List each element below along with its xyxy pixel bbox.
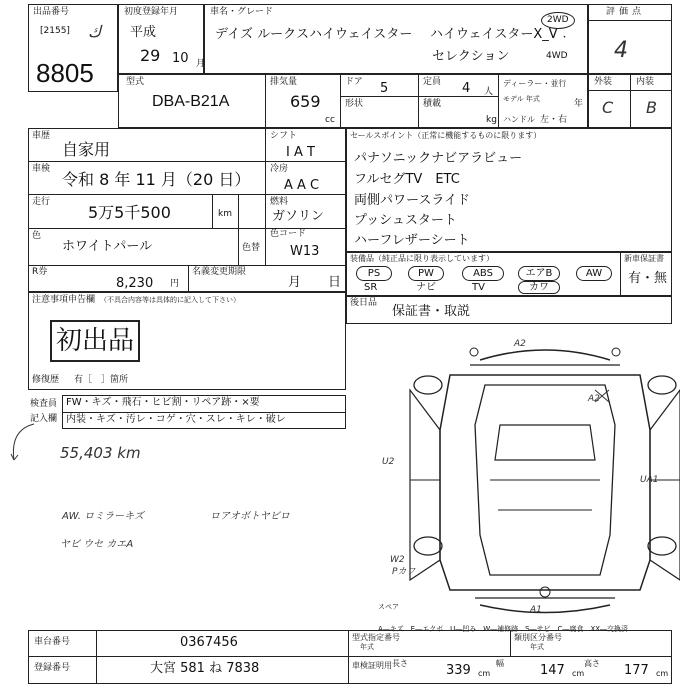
interior-row: 内装・キズ・汚レ・コゲ・穴・スレ・キレ・破レ (66, 414, 286, 425)
ac-value: A A C (284, 178, 320, 193)
notes-sub: （不具合内容等は具体的に記入して下さい） (100, 296, 240, 304)
footer-right-mid (348, 656, 672, 657)
car-label: 車名・グレード (210, 7, 274, 17)
mileage-value: 5万5千500 (88, 203, 171, 222)
tax-day: 日 (328, 275, 342, 290)
plate-label: 登録番号 (34, 663, 71, 673)
mark-spare: スペア (378, 603, 399, 611)
height-unit: cm (656, 669, 669, 678)
chassis-value: 0367456 (180, 635, 238, 650)
year-unit: 年 (574, 99, 584, 109)
interior-label: 内装 (636, 77, 655, 87)
grade: ハイウェイスターX_V (430, 27, 558, 42)
model-label: 型式 (126, 77, 145, 87)
inspection-value: 令和 8 年 11 月（20 日） (62, 170, 251, 189)
equip-aw: AW (576, 266, 612, 281)
warranty-sep (620, 252, 621, 296)
color-code-value: W13 (290, 244, 320, 259)
length-value: 339 (446, 663, 471, 678)
mark-ua1-right: UA1 (640, 475, 659, 485)
height-value: 177 (624, 663, 649, 678)
mark-a2-top: A2 (514, 339, 526, 349)
sales-point-1: パナソニックナビアラビュー (354, 151, 523, 166)
lot-sub: [2155] (40, 26, 70, 36)
interior-value: B (646, 98, 657, 117)
era: 平成 (130, 25, 157, 40)
recycle-value: 8,230 (116, 276, 154, 291)
handle-label: ハンドル (503, 115, 535, 124)
sales-point-4: プッシュスタート (354, 213, 457, 228)
footer-mid (28, 656, 348, 657)
cap-unit: 人 (484, 87, 494, 97)
warranty-value: 有・無 (628, 271, 668, 286)
equip-tv: TV (472, 282, 485, 293)
sales-points-label: セールスポイント（正常に機能するものに限ります） (350, 131, 542, 140)
mileage-unit-sep2 (238, 194, 239, 228)
handle: 左・右 (540, 115, 568, 125)
color-label: 色 (32, 231, 42, 241)
after-label: 後日品 (350, 298, 378, 308)
after-value: 保証書・取説 (392, 304, 471, 319)
inspection-label: 車検 (32, 164, 51, 174)
reg-month: 10 (172, 51, 189, 66)
diagram-legend: A―キズ E―エクボ U―凹み W―補修跡 S―サビ C―腐食 XX―交換済 (378, 625, 629, 633)
repaint-label: 色替 (242, 243, 261, 253)
mark-w2: W2 (390, 555, 405, 565)
cert-label: 車検証明用 (352, 661, 392, 670)
drive-2wd: 2WD (541, 12, 575, 29)
tax-sep (188, 265, 189, 292)
disp-label: 排気量 (270, 77, 298, 87)
load-unit: kg (486, 115, 497, 125)
equipment-label: 装備品（純正品に限り表示しています） (350, 254, 494, 263)
score-value: 4 (614, 38, 628, 63)
spec-sep2 (340, 74, 341, 128)
class-sub: 年式 (530, 643, 544, 651)
recycle-label: R券 (32, 267, 48, 277)
hand-note-3: ロアオボトヤビロ (210, 511, 290, 522)
model-year-label: モデル 年式 (503, 95, 540, 103)
length-unit: cm (478, 669, 491, 678)
handwritten-km: 55,403 km (60, 444, 141, 462)
repaint-sep (238, 228, 239, 265)
use-value: 自家用 (62, 140, 111, 159)
height-label: 高さ (584, 659, 600, 668)
hand-arrow (0, 420, 60, 480)
mark-a1-rear: A1 (530, 605, 542, 615)
lot-label: 出品番号 (33, 7, 70, 17)
model-cert-label: 型式指定番号 (352, 633, 400, 642)
mileage-unit: km (218, 209, 232, 219)
disp: 659 (290, 92, 321, 111)
width-value: 147 (540, 663, 565, 678)
reg-year: 29 (140, 46, 161, 65)
shift-label: シフト (270, 131, 298, 141)
recycle-unit: 円 (170, 279, 180, 289)
footer-sep1 (96, 630, 97, 684)
color-code-label: 色コード (270, 229, 307, 239)
class-label: 類別区分番号 (514, 633, 562, 642)
inspector-label-1: 検査員 (30, 399, 58, 409)
fuel-label: 燃料 (270, 197, 289, 207)
exterior-value: C (602, 98, 614, 117)
mark-a2-hood: A2 (588, 394, 600, 404)
fw-row: FW・キズ・飛石・ヒビ割・リペア跡・×要 (66, 397, 260, 408)
repair-label: 修復歴 (32, 375, 60, 385)
equip-pw: PW (408, 266, 444, 281)
inspector-rule (62, 412, 346, 413)
footer-sep3 (510, 630, 511, 656)
hand-note-2: ヤビ ウセ カエA (60, 539, 134, 550)
lot-number: 8805 (36, 58, 94, 88)
model-cert-sub: 年式 (360, 643, 374, 651)
drive-4wd: 4WD (546, 51, 568, 61)
inspector-label-2: 記入欄 (30, 414, 58, 424)
fuel-value: ガソリン (272, 209, 325, 224)
equip-ps: PS (356, 266, 392, 281)
lot-check-mark: ك (88, 22, 102, 41)
spec-sep4 (498, 74, 499, 128)
notes-label: 注意事項申告欄 (32, 295, 96, 305)
mark-pkawa: Pカワ (392, 567, 416, 577)
color-value: ホワイトパール (62, 239, 153, 254)
car-name: デイズ ルークスハイウェイスター (215, 27, 413, 42)
score-label: 評価点 (606, 7, 646, 17)
sales-point-3: 両側パワースライド (354, 193, 470, 208)
capacity: 4 (462, 81, 471, 96)
spec-mid (340, 96, 498, 97)
chassis-label: 車台番号 (34, 637, 71, 647)
doors: 5 (380, 81, 389, 96)
load-label: 積載 (423, 99, 442, 109)
equip-sr: SR (364, 282, 378, 293)
sales-point-2: フルセグTV ETC (354, 172, 460, 187)
equip-navi: ナビ (416, 282, 436, 293)
color-code-sep (265, 228, 266, 265)
equip-abs: ABS (462, 266, 504, 281)
cap-label: 定員 (423, 77, 442, 87)
drive-dot: ・ (560, 33, 570, 43)
mileage-label: 走行 (32, 197, 51, 207)
mileage-unit-sep (212, 194, 213, 228)
tax-month: 月 (288, 275, 302, 290)
exterior-label: 外装 (594, 77, 613, 87)
shift-value: I A T (286, 145, 315, 160)
width-label: 幅 (496, 659, 504, 668)
grade2: セレクション (432, 49, 510, 64)
disp-unit: cc (325, 115, 335, 125)
sales-point-5: ハーフレザーシート (354, 233, 470, 248)
door-label: ドア (345, 77, 363, 87)
tax-label: 名義変更期限 (192, 267, 247, 277)
dealer-label: ディーラー・並行 (503, 79, 567, 88)
score-rule (588, 20, 672, 21)
spec-sep3 (418, 74, 419, 128)
plate-value: 大宮 581 ね 7838 (150, 661, 260, 676)
mark-u2-left: U2 (382, 457, 395, 467)
warranty-label: 新車保証書 (624, 254, 664, 263)
footer-sep2 (348, 630, 349, 684)
first-listing-stamp: 初出品 (50, 320, 140, 362)
ext-int-rule (588, 90, 672, 91)
length-label: 長さ (392, 659, 408, 668)
ac-label: 冷房 (270, 164, 289, 174)
shape-label: 形状 (345, 99, 364, 109)
model: DBA-B21A (152, 93, 230, 110)
equip-airbag: エアB (518, 266, 560, 281)
ext-int-sep (630, 74, 631, 128)
details-sep (265, 128, 266, 228)
equip-leather: カワ (518, 281, 560, 294)
width-unit: cm (572, 669, 585, 678)
reg-month-unit: 月 (196, 59, 206, 69)
spec-sep1 (265, 74, 266, 128)
repair-value: 有［ ］箇所 (74, 375, 129, 385)
reg-label: 初度登録年月 (124, 7, 179, 17)
hand-note-1: AW. ロミラーキズ (62, 511, 144, 522)
use-label: 車歴 (32, 131, 51, 141)
